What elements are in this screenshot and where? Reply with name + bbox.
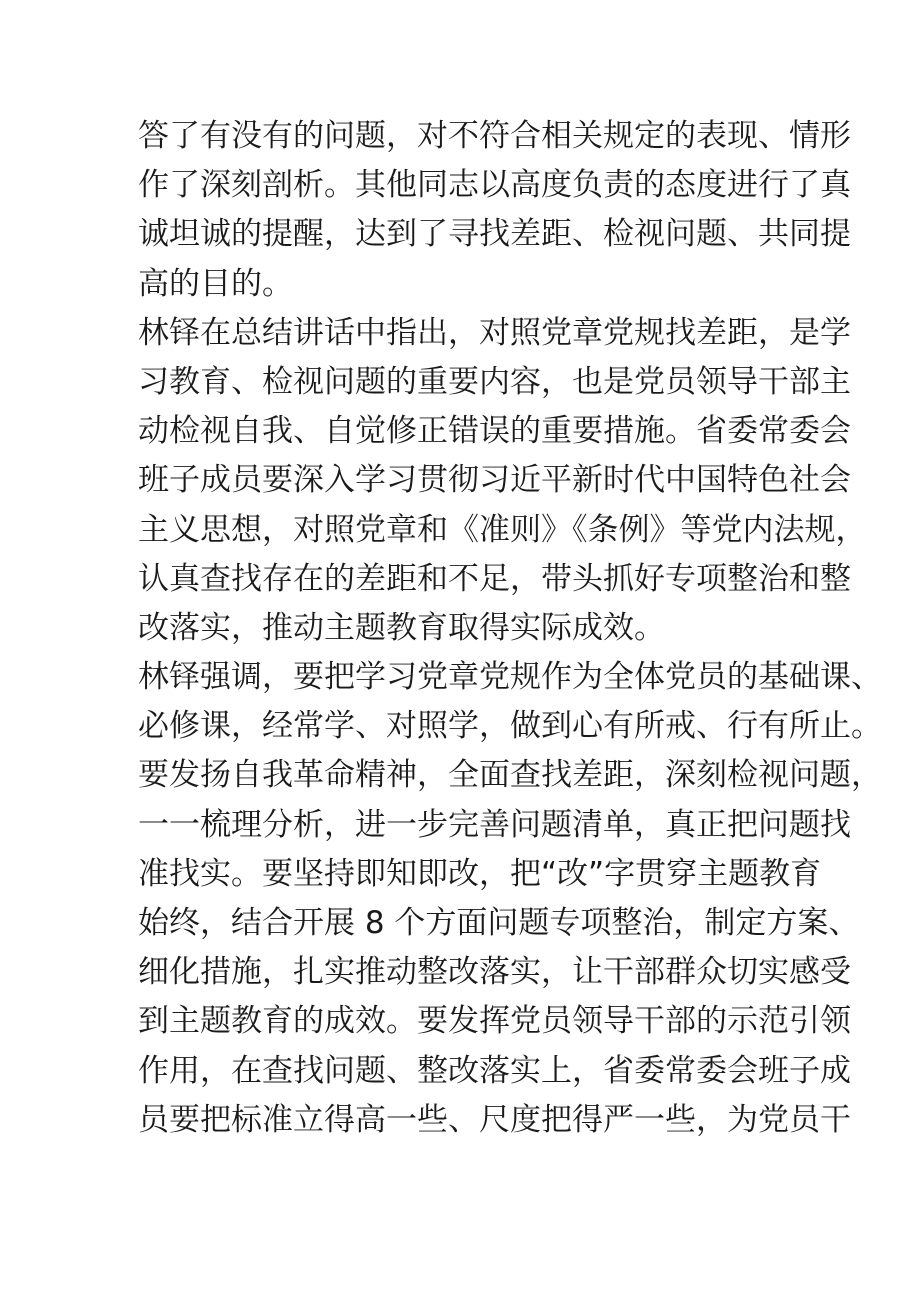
text-line-8: 班子成员要深入学习贯彻习近平新时代中国特色社会 [138,462,851,499]
text-line-10: 认真查找存在的差距和不足，带头抓好专项整治和整 [138,560,851,597]
text-line-2: 作了深刻剖析。其他同志以高度负责的态度进行了真 [138,167,851,204]
text-line-21: 员要把标准立得高一些、尺度把得严一些，为党员干 [138,1101,851,1138]
text-line-19: 到主题教育的成效。要发挥党员领导干部的示范引领 [138,1003,851,1040]
text-line-3: 诚坦诚的提醒，达到了寻找差距、检视问题、共同提 [138,216,851,253]
text-line-9: 主义思想，对照党章和《准则》《条例》等党内法规， [138,511,867,548]
text-line-18: 细化措施，扎实推动整改落实，让干部群众切实感受 [138,954,851,991]
text-line-13: 必修课，经常学、对照学，做到心有所戒、行有所止。 [138,708,882,745]
text-line-7: 动检视自我、自觉修正错误的重要措施。省委常委会 [138,413,851,450]
text-line-1: 答了有没有的问题，对不符合相关规定的表现、情形 [138,118,851,154]
text-line-5: 林铎在总结讲话中指出，对照党章党规找差距，是学 [138,314,851,351]
text-line-20: 作用，在查找问题、整改落实上，省委常委会班子成 [138,1052,851,1089]
body-text [138,112,882,1145]
text-line-12: 林铎强调，要把学习党章党规作为全体党员的基础课、 [138,659,882,696]
text-line-11: 改落实，推动主题教育取得实际成效。 [138,609,665,646]
text-line-14: 要发扬自我革命精神，全面查找差距，深刻检视问题， [138,757,882,794]
text-line-17: 始终，结合开展 8 个方面问题专项整治，制定方案、 [138,905,860,941]
text-line-16: 准找实。要坚持即知即改，把“改”字贯穿主题教育 [138,855,822,892]
text-line-6: 习教育、检视问题的重要内容，也是党员领导干部主 [138,363,851,400]
text-line-15: 一一梳理分析，进一步完善问题清单，真正把问题找 [138,806,851,843]
text-line-4: 高的目的。 [138,265,293,302]
